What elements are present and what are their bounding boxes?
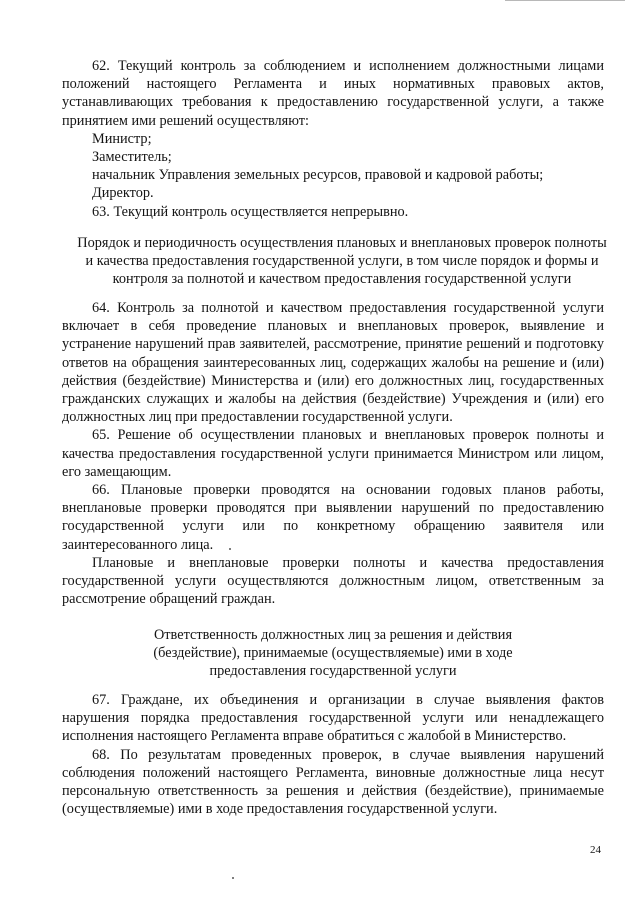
scan-speck [232,877,234,879]
paragraph-66-continued: Плановые и внеплановые проверки полноты и качества предоставления государственной услуги осуществляются должностным лицом, ответственным за рассмотрение обращений граждан. [62,554,604,608]
section-current-control [62,57,604,221]
paragraph-62: 62. Текущий контроль за соблюдением и исполнением должностными лицами положений настоящего Регламента и иных нормативных правовых актов, устанавливающих требования к предоставлению государственной услуги, а также принятием ими решений осуществляют: [62,58,604,129]
list-item: начальник Управления земельных ресурсов, правовой и кадровой работы; [92,167,544,184]
list-item: Директор. [92,185,154,202]
heading-line: (бездействие), принимаемые (осуществляемые) ими в ходе [153,645,513,662]
section-responsibility [62,691,604,818]
list-item: Министр; [92,130,152,147]
scan-speck [229,548,231,550]
section-heading-responsibility [62,626,604,681]
paragraph-68: 68. По результатам проведенных проверок, в случае выявления нарушений соблюдения положений настоящего Регламента, виновные должностные лица несут персональную ответственность за решения и действия (бездействие), принимаемые (осуществляемые) ими в ходе предоставления государственной услуги. [62,746,604,818]
paragraph-67: 67. Граждане, их объединения и организации в случае выявления фактов нарушения порядка предоставления государственной услуги или ненадлежащего исполнения настоящего Регламента вправе обратиться с жалобой в Министерство. [62,692,604,745]
heading-line: Ответственность должностных лиц за решения и действия [153,627,513,643]
heading-line: предоставления государственной услуги [209,663,457,680]
list-item: Заместитель; [92,149,172,166]
scan-edge-line [505,0,625,3]
controllers-list [62,130,604,203]
section-heading-inspections: Порядок и периодичность осуществления плановых и внеплановых проверок полноты и качества предоставления государственной услуги, в том числе порядок и формы и контроля за полнотой и качеством предоставления государственной услуги [77,235,607,288]
paragraph-64: 64. Контроль за полнотой и качеством предоставления государственной услуги включает в себя проведение плановых и внеплановых проверок, выявление и устранение нарушений прав заявителей, рассмотрение, принятие решений и подготовку ответов на обращения заинтересованных лиц, содержащих жалобы на решение и (или) действия (бездействие) Министерства и (или) его должностных лиц, государственных гражданских служащих и жалобы на действия (бездействие) Учреждения и (или) его должностных лиц при предоставлении государственной услуги. [62,300,604,426]
paragraph-65: 65. Решение об осуществлении плановых и внеплановых проверок полноты и качества предоставления государственной услуги принимается Министром или лицом, его замещающим. [62,427,604,480]
page-number: 24 [590,844,601,856]
section-inspections [62,299,604,608]
paragraph-66: 66. Плановые проверки проводятся на основании годовых планов работы, внеплановые проверки проводятся при выявлении нарушений по предоставлению государственной услуги или по конкретному обращению заявителя или заинтересованного лица. [62,482,604,553]
paragraph-63: 63. Текущий контроль осуществляется непрерывно. [92,203,409,220]
